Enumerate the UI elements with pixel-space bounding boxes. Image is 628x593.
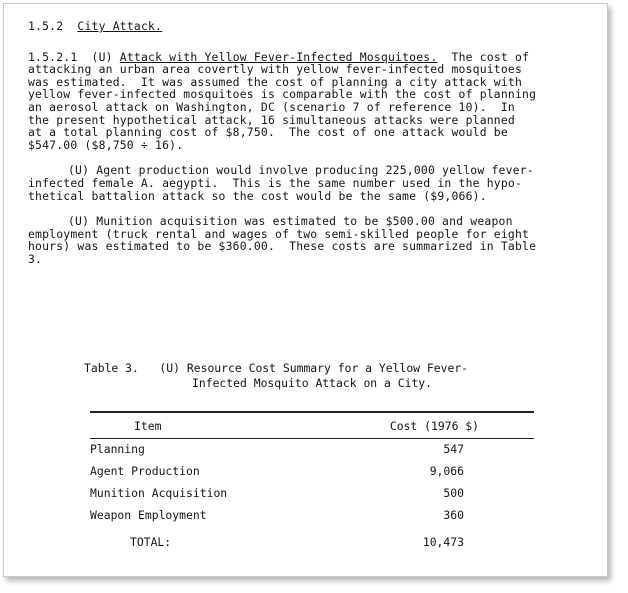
row-item: Munition Acquisition: [90, 486, 228, 500]
row-item: Planning: [90, 442, 145, 456]
text-line: at a total planning cost of $8,750. The cost of one attack would be: [28, 125, 508, 140]
text-line: thetical battalion attack so the cost would be the same ($9,066).: [28, 188, 487, 203]
row-cost: 9,066: [429, 464, 464, 478]
paragraph-1-number: 1.5.2.1: [28, 49, 78, 64]
table-row: [90, 461, 534, 483]
table-row: [90, 505, 534, 527]
row-item: Agent Production: [90, 464, 200, 478]
column-header-item: Item: [90, 412, 262, 439]
total-value: 10,473: [422, 535, 464, 549]
paragraph-1-line-tail: The cost of: [451, 49, 530, 64]
paragraph-1-heading: Attack with Yellow Fever-Infected Mosquitoes.: [119, 49, 438, 64]
text-line: hours) was estimated to be $360.00. These costs are summarized in Table: [28, 239, 537, 254]
text-line: attacking an urban area covertly with yellow fever-infected mosquitoes: [28, 62, 523, 77]
table-caption-line-1: Table 3. (U) Resource Cost Summary for a Yellow Fever-: [84, 361, 469, 375]
table-row: [90, 483, 534, 505]
total-label: TOTAL:: [130, 535, 172, 549]
paragraph-3: [28, 215, 603, 265]
paragraph-1-marker: (U): [91, 49, 113, 64]
column-header-cost: Cost (1976 $): [262, 412, 534, 439]
table-3: [84, 361, 534, 554]
table-total-row: [90, 527, 534, 554]
text-line: 3.: [28, 251, 43, 266]
row-cost: 360: [443, 508, 464, 522]
text-line: infected female A. aegypti. This is the same number used in the hypo-: [28, 175, 523, 190]
text-line: (U) Agent production would involve producing 225,000 yellow fever-: [68, 163, 534, 178]
table-header-row: [90, 412, 534, 439]
section-heading: [28, 20, 603, 33]
paragraph-2: [28, 164, 603, 202]
text-line: an aerosol attack on Washington, DC (scenario 7 of reference 10). In: [28, 99, 515, 114]
table-caption-line-2: Infected Mosquito Attack on a City.: [192, 376, 433, 390]
row-cost: 500: [443, 486, 464, 500]
table-caption: [84, 361, 534, 391]
paragraph-1: [28, 51, 603, 152]
table-row: [90, 439, 534, 462]
row-item: Weapon Employment: [90, 508, 207, 522]
section-number: 1.5.2: [28, 19, 64, 33]
text-line: was estimated. It was assumed the cost of planning a city attack with: [28, 74, 523, 89]
text-line: (U) Munition acquisition was estimated to be $500.00 and weapon: [68, 214, 513, 229]
text-line: employment (truck rental and wages of two semi-skilled people for eight: [28, 226, 530, 241]
row-cost: 547: [443, 442, 464, 456]
document-page: [28, 20, 603, 279]
cost-summary-table: [90, 411, 534, 554]
text-line: $547.00 ($8,750 ÷ 16).: [28, 137, 184, 152]
text-line: yellow fever-infected mosquitoes is comparable with the cost of planning: [28, 87, 537, 102]
text-line: the present hypothetical attack, 16 simultaneous attacks were planned: [28, 112, 515, 127]
section-title: City Attack.: [77, 19, 163, 33]
